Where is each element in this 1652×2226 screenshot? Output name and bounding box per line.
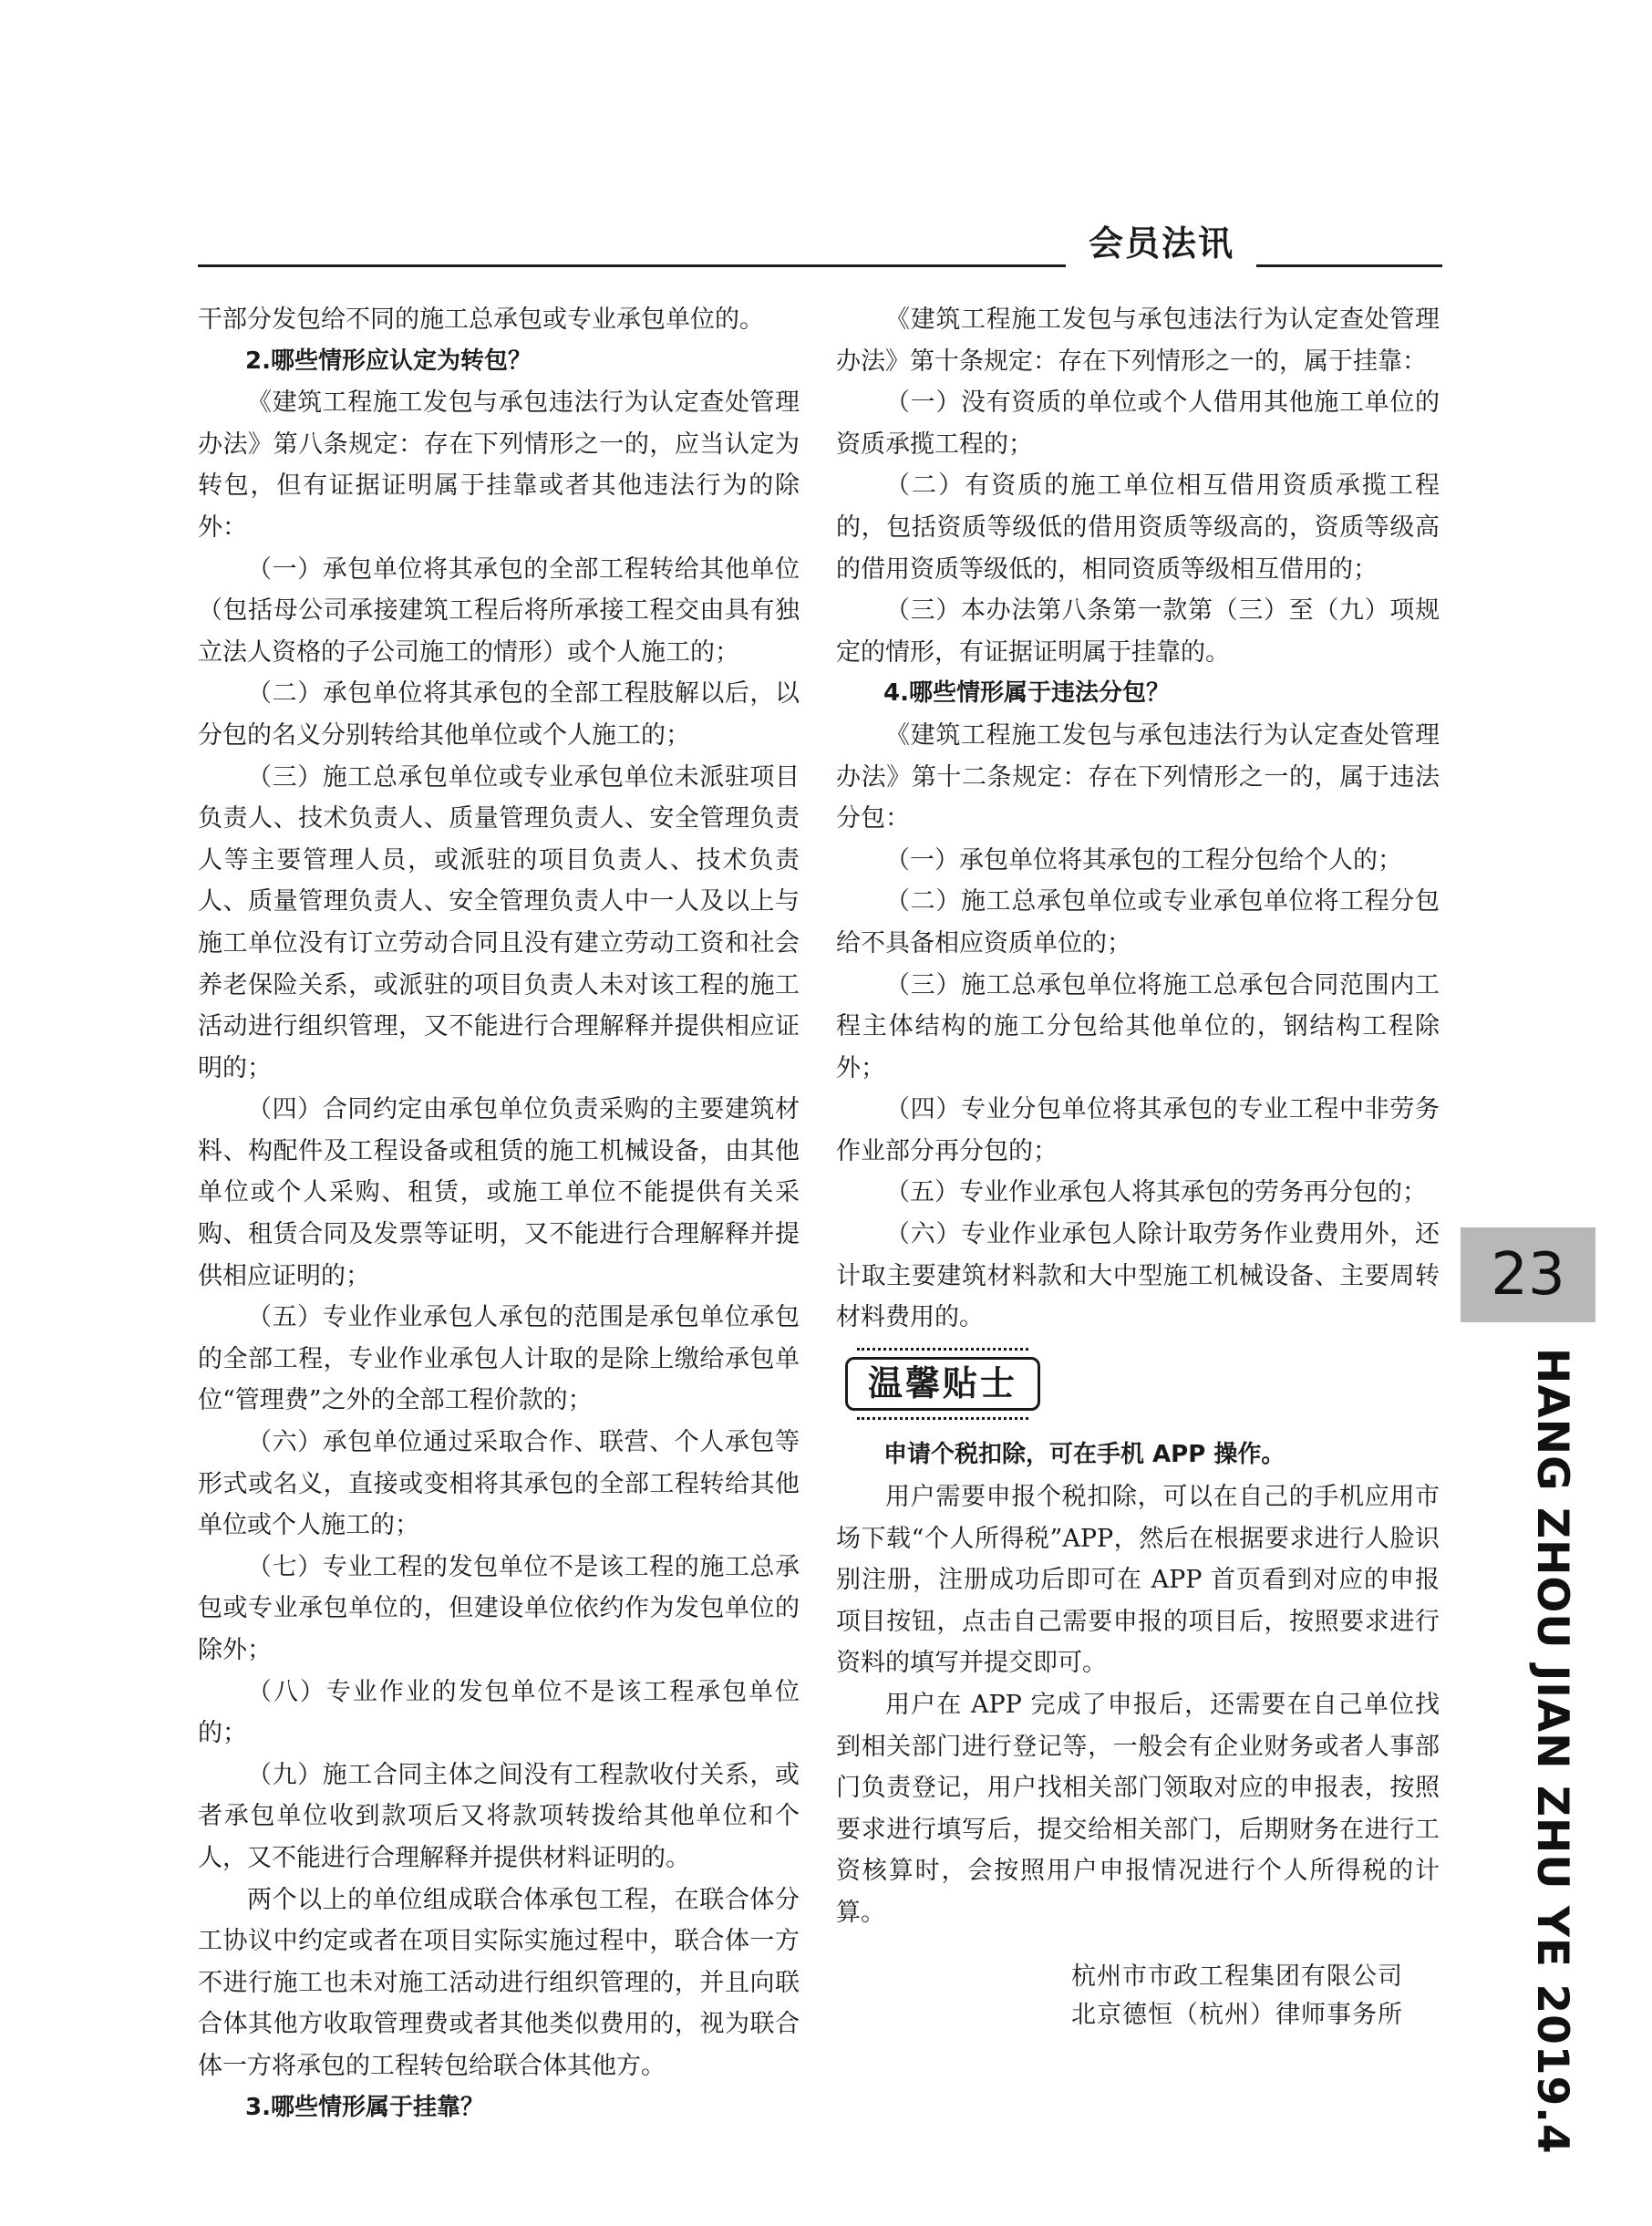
paragraph: 《建筑工程施工发包与承包违法行为认定查处管理办法》第十二条规定：存在下列情形之一的，属于违法分包： <box>836 720 1440 833</box>
header-rule-left <box>198 264 1066 267</box>
paragraph: （二）承包单位将其承包的全部工程肢解以后，以分包的名义分别转给其他单位或个人施工的； <box>198 679 800 750</box>
paragraph: （四）专业分包单位将其承包的专业工程中非劳务作业部分再分包的； <box>836 1095 1440 1165</box>
section-title: 会员法讯 <box>1088 223 1234 264</box>
paragraph: （六）承包单位通过采取合作、联营、个人承包等形式或名义，直接或变相将其承包的全部工程转给其他单位或个人施工的； <box>198 1428 800 1540</box>
paragraph: （三）施工总承包单位将施工总承包合同范围内工程主体结构的施工分包给其他单位的，钢结构工程除外； <box>836 970 1440 1082</box>
right-column-articles <box>836 299 1440 1339</box>
paragraph: （三）本办法第八条第一款第（三）至（九）项规定的情形，有证据证明属于挂靠的。 <box>836 596 1440 667</box>
paragraph: （六）专业作业承包人除计取劳务作业费用外，还计取主要建筑材料款和大中型施工机械设备、主要周转材料费用的。 <box>836 1220 1440 1332</box>
left-column <box>198 299 800 2128</box>
paragraph: （五）专业作业承包人将其承包的劳务再分包的； <box>885 1178 1427 1207</box>
paragraph: （一）承包单位将其承包的工程分包给个人的； <box>885 845 1402 875</box>
paragraph: （四）合同约定由承包单位负责采购的主要建筑材料、构配件及工程设备或租赁的施工机械设备，由其他单位或个人采购、租赁，或施工单位不能提供有关采购、租赁合同及发票等证明，又不能进行合理解释并提供相应证明的； <box>198 1095 800 1290</box>
paragraph: （八）专业作业的发包单位不是该工程承包单位的； <box>198 1677 800 1748</box>
paragraph: （五）专业作业承包人承包的范围是承包单位承包的全部工程，专业作业承包人计取的是除上缴给承包单位“管理费”之外的全部工程价款的； <box>198 1303 800 1415</box>
question-heading: 3.哪些情形属于挂靠？ <box>245 2093 484 2121</box>
paragraph: （二）施工总承包单位或专业承包单位将工程分包给不具备相应资质单位的； <box>836 887 1440 958</box>
tip-paragraph: 用户在 APP 完成了申报后，还需要在自己单位找到相关部门进行登记等，一般会有企业财务或者人事部门负责登记，用户找相关部门领取对应的申报表，按照要求进行填写后，提交给相关部门，后期财务在进行工资核算时，会按照用户申报情况进行个人所得税的计算。 <box>836 1691 1440 1927</box>
tip-headline: 申请个税扣除，可在手机 APP 操作。 <box>883 1441 1285 1469</box>
paragraph: （九）施工合同主体之间没有工程款收付关系，或者承包单位收到款项后又将款项转拨给其他单位和个人，又不能进行合理解释并提供材料证明的。 <box>198 1760 800 1872</box>
header-rule-right <box>1256 264 1442 267</box>
tip-paragraph: 用户需要申报个税扣除，可以在自己的手机应用市场下载“个人所得税”APP，然后在根据要求进行人脸识别注册，注册成功后即可在 APP 首页看到对应的申报项目按钮，点击自己需要申报的项目后，按照要求进行资料的填写并提交即可。 <box>836 1483 1440 1678</box>
question-heading: 4.哪些情形属于违法分包？ <box>883 679 1170 708</box>
signature-line: 杭州市市政工程集团有限公司 <box>1071 1962 1403 1991</box>
paragraph: （七）专业工程的发包单位不是该工程的施工总承包或专业承包单位的，但建设单位依约作为发包单位的除外； <box>198 1552 800 1664</box>
right-column <box>836 299 1440 2034</box>
signature-block <box>836 1958 1440 2034</box>
signature-line: 北京德恒（杭州）律师事务所 <box>1071 2000 1403 2029</box>
magazine-vertical-title: HANG ZHOU JIAN ZHU YE 2019.4 <box>1527 1348 1577 2155</box>
paragraph: （二）有资质的施工单位相互借用资质承揽工程的，包括资质等级低的借用资质等级高的，资质等级高的借用资质等级低的，相同资质等级相互借用的； <box>836 471 1440 584</box>
paragraph: （一）没有资质的单位或个人借用其他施工单位的资质承揽工程的； <box>836 388 1440 459</box>
tip-label-box <box>845 1357 1040 1412</box>
paragraph: 《建筑工程施工发包与承包违法行为认定查处管理办法》第八条规定：存在下列情形之一的，应当认定为转包，但有证据证明属于挂靠或者其他违法行为的除外： <box>198 388 800 542</box>
paragraph: （一）承包单位将其承包的全部工程转给其他单位（包括母公司承接建筑工程后将所承接工程交由具有独立法人资格的子公司施工的情形）或个人施工的； <box>198 554 800 667</box>
paragraph: 干部分发包给不同的施工总承包或专业承包单位的。 <box>198 305 764 334</box>
question-heading: 2.哪些情形应认定为转包？ <box>245 347 532 375</box>
tip-label: 温馨贴士 <box>868 1362 1018 1403</box>
page-number: 23 <box>1461 1227 1595 1322</box>
paragraph: 两个以上的单位组成联合体承包工程，在联合体分工协议中约定或者在项目实际实施过程中，联合体一方不进行施工也未对施工活动进行组织管理的，并且向联合体其他方收取管理费或者其他类似费用的，视为联合体一方将承包的工程转包给联合体其他方。 <box>198 1885 800 2080</box>
paragraph: 《建筑工程施工发包与承包违法行为认定查处管理办法》第十条规定：存在下列情形之一的，属于挂靠： <box>836 305 1440 376</box>
paragraph: （三）施工总承包单位或专业承包单位未派驻项目负责人、技术负责人、质量管理负责人、安全管理负责人等主要管理人员，或派驻的项目负责人、技术负责人、质量管理负责人、安全管理负责人中一人及以上与施工单位没有订立劳动合同且没有建立劳动工资和社会养老保险关系，或派驻的项目负责人未对该工程的施工活动进行组织管理，又不能进行合理解释并提供相应证明的； <box>198 762 800 1082</box>
